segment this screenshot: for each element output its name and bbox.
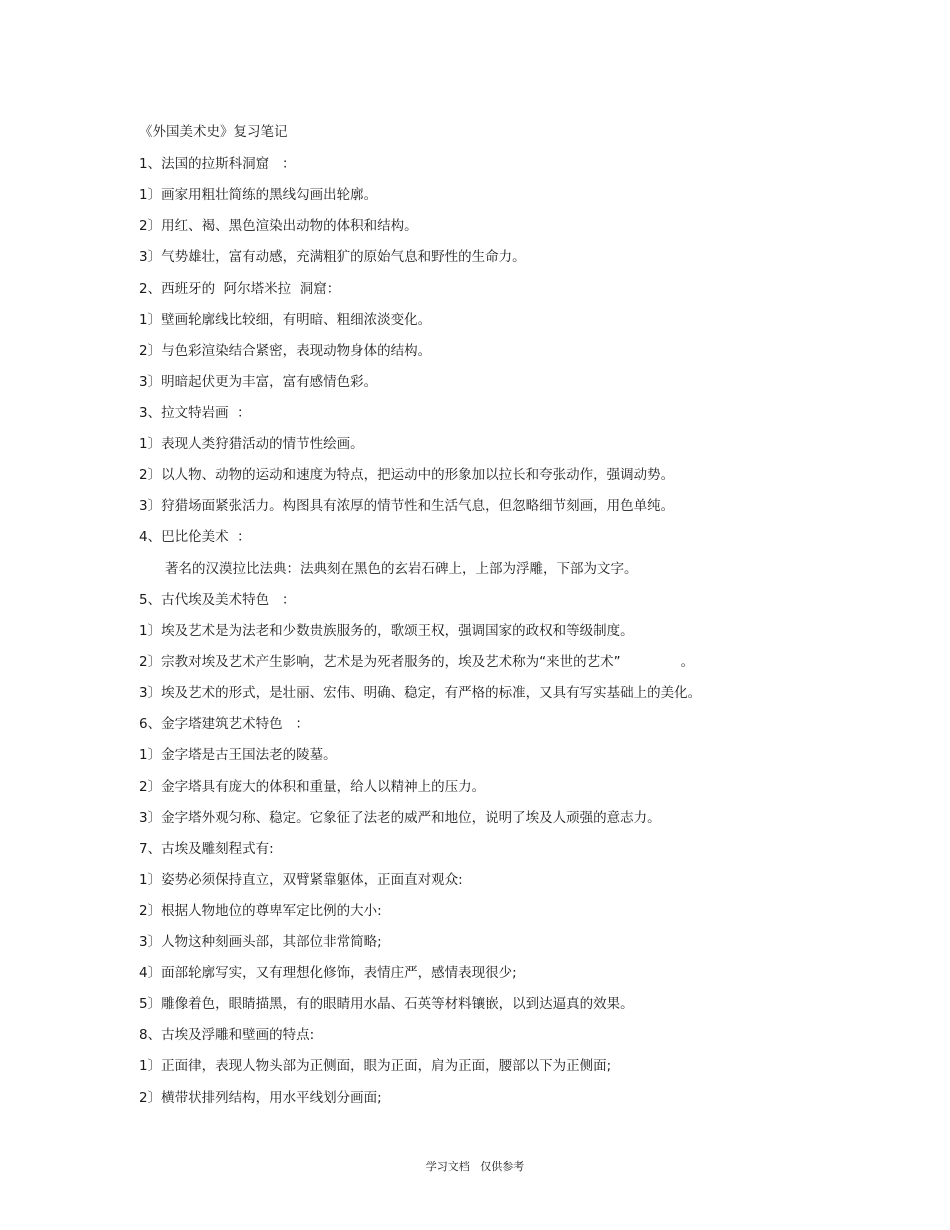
list-item: 3〕人物这种刻画头部，其部位非常简略;: [139, 934, 382, 950]
list-item: 1〕壁画轮廓线比较细，有明暗、粗细浓淡变化。: [139, 312, 432, 328]
list-item: 3〕埃及艺术的形式，是壮丽、宏伟、明确、稳定，有严格的标准，又具有写实基础上的美化。: [139, 685, 702, 701]
list-item: 1〕姿势必须保持直立，双臂紧靠躯体，正面直对观众:: [139, 872, 463, 888]
list-item: 3〕狩猎场面紧张活力。构图具有浓厚的情节性和生活气息，但忽略细节刻画，用色单纯。: [139, 498, 675, 514]
list-item: 2〕横带状排列结构，用水平线划分画面;: [139, 1090, 382, 1106]
list-item: 5〕雕像着色，眼睛描黑，有的眼睛用水晶、石英等材料镶嵌，以到达逼真的效果。: [139, 996, 634, 1012]
heading-7: 7、古埃及雕刻程式有:: [139, 841, 274, 857]
document-title: 《外国美术史》复习笔记: [139, 124, 288, 140]
list-item: 1〕埃及艺术是为法老和少数贵族服务的，歌颂王权，强调国家的政权和等级制度。: [139, 623, 634, 639]
list-item: 3〕金字塔外观匀称、稳定。它象征了法老的威严和地位，说明了埃及人顽强的意志力。: [139, 810, 661, 826]
heading-1: 1、法国的拉斯科洞窟 ：: [139, 156, 296, 172]
list-item: 2〕宗教对埃及艺术产生影响，艺术是为死者服务的，埃及艺术称为“来世的艺术” 。: [139, 654, 695, 670]
heading-8: 8、古埃及浮雕和壁画的特点:: [139, 1027, 315, 1043]
list-item: 1〕表现人类狩猎活动的情节性绘画。: [139, 436, 364, 452]
paragraph: 著名的汉漠拉比法典：法典刻在黑色的玄岩石碑上，上部为浮雕，下部为文字。: [165, 561, 638, 577]
heading-6: 6、金字塔建筑艺术特色 ：: [139, 716, 309, 732]
list-item: 2〕与色彩渲染结合紧密，表现动物身体的结构。: [139, 343, 432, 359]
heading-2: 2、西班牙的 阿尔塔米拉 洞窟：: [139, 281, 341, 297]
list-item: 3〕气势雄壮，富有动感，充满粗犷的原始气息和野性的生命力。: [139, 249, 526, 265]
list-item: 2〕金字塔具有庞大的体积和重量，给人以精神上的压力。: [139, 779, 486, 795]
heading-3: 3、拉文特岩画 ：: [139, 405, 251, 421]
heading-5: 5、古代埃及美术特色 ：: [139, 592, 296, 608]
list-item: 1〕正面律，表现人物头部为正侧面，眼为正面，肩为正面，腰部以下为正侧面;: [139, 1058, 612, 1074]
list-item: 4〕面部轮廓写实，又有理想化修饰，表情庄严，感情表现很少;: [139, 965, 517, 981]
list-item: 1〕画家用粗壮简练的黑线勾画出轮廓。: [139, 187, 378, 203]
list-item: 2〕用红、褐、黑色渲染出动物的体积和结构。: [139, 218, 418, 234]
list-item: 1〕金字塔是古王国法老的陵墓。: [139, 747, 337, 763]
list-item: 2〕根据人物地位的尊卑军定比例的大小:: [139, 903, 382, 919]
list-item: 2〕以人物、动物的运动和速度为特点，把运动中的形象加以拉长和夸张动作，强调动势。: [139, 467, 675, 483]
list-item: 3〕明暗起伏更为丰富，富有感情色彩。: [139, 374, 378, 390]
page-footer: 学习文档 仅供参考: [425, 1160, 525, 1173]
heading-4: 4、巴比伦美术 ：: [139, 529, 251, 545]
